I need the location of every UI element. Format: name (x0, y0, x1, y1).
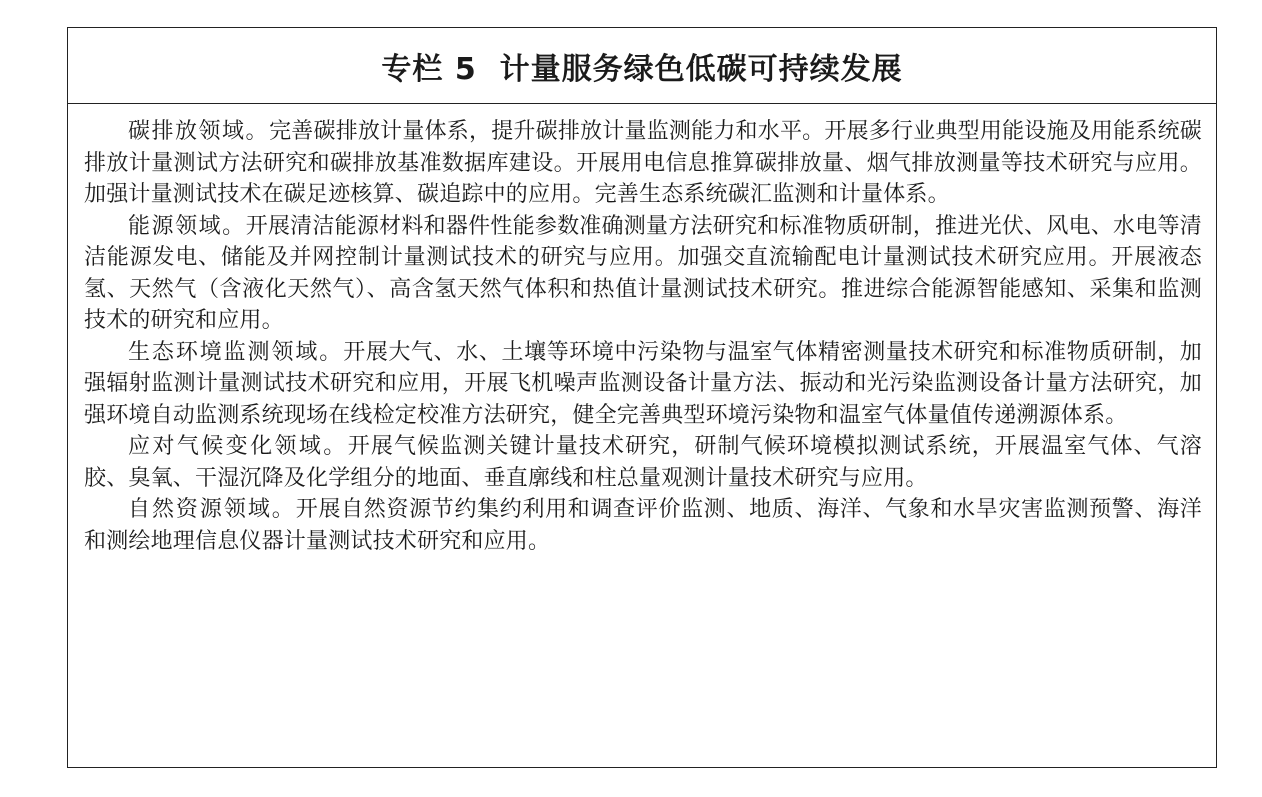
paragraph-climate-change (84, 431, 1202, 494)
column-content (68, 104, 1216, 557)
paragraph-lead: 能源领域。 (128, 213, 246, 239)
paragraph-text: 完善碳排放计量体系，提升碳排放计量监测能力和水平。开展多行业典型用能设施及用能系统碳排放计量测试方法研究和碳排放基准数据库建设。开展用电信息推算碳排放量、烟气排放测量等技术研究与应用。加强计量测试技术在碳足迹核算、碳追踪中的应用。完善生态系统碳汇监测和计量体系。 (84, 119, 1202, 207)
paragraph-lead: 应对气候变化领域。 (128, 434, 348, 459)
paragraph-eco-environment (84, 337, 1202, 432)
paragraph-natural-resources (84, 494, 1202, 557)
paragraph-text: 开展自然资源节约集约利用和调查评价监测、地质、海洋、气象和水旱灾害监测预警、海洋和测绘地理信息仪器计量测试技术研究和应用。 (84, 497, 1202, 554)
paragraph-lead: 碳排放领域。 (128, 119, 270, 144)
paragraph-text: 开展清洁能源材料和器件性能参数准确测量方法研究和标准物质研制，推进光伏、风电、水电等清洁能源发电、储能及并网控制计量测试技术的研究与应用。加强交直流输配电计量测试技术研究应用。开展液态氢、天然气（含液化天然气）、高含氢天然气体积和热值计量测试技术研究。推进综合能源智能感知、采集和监测技术的研究和应用。 (84, 213, 1202, 333)
column-title: 专栏 5 计量服务绿色低碳可持续发展 (381, 51, 903, 87)
paragraph-text: 开展大气、水、土壤等环境中污染物与温室气体精密测量技术研究和标准物质研制，加强辐射监测计量测试技术研究和应用，开展飞机噪声监测设备计量方法、振动和光污染监测设备计量方法研究，加强环境自动监测系统现场在线检定校准方法研究，健全完善典型环境污染物和温室气体量值传递溯源体系。 (84, 339, 1202, 428)
paragraph-text: 开展气候监测关键计量技术研究，研制气候环境模拟测试系统，开展温室气体、气溶胶、臭氧、干湿沉降及化学组分的地面、垂直廓线和柱总量观测计量技术研究与应用。 (84, 434, 1202, 491)
title-row (68, 28, 1216, 104)
paragraph-lead: 生态环境监测领域。 (128, 339, 344, 365)
paragraph-lead: 自然资源领域。 (128, 497, 296, 522)
paragraph-carbon-emission (84, 116, 1202, 211)
column-box (67, 27, 1217, 768)
paragraph-energy (84, 211, 1202, 337)
